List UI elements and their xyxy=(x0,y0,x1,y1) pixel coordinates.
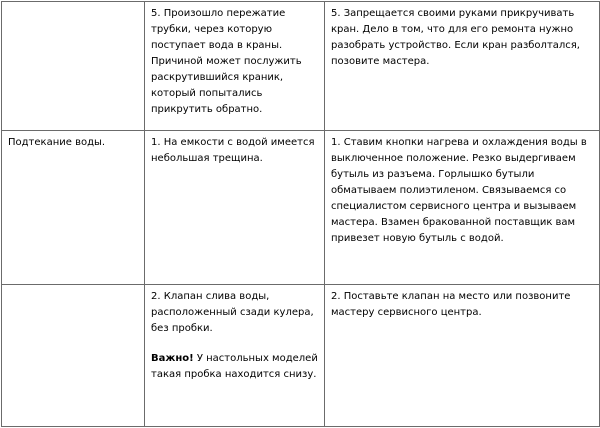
table-row xyxy=(2,285,600,427)
document-table xyxy=(1,1,600,427)
important-note xyxy=(151,351,318,383)
cell-text: 2. Клапан слива воды, расположенный сзади кулера, без пробки. xyxy=(151,291,314,334)
cell-r1-c3 xyxy=(325,2,600,131)
table-row xyxy=(2,2,600,131)
cell-r3-c1 xyxy=(2,285,145,427)
cell-text: 1. На емкости с водой имеется небольшая трещина. xyxy=(151,137,315,164)
cell-r3-c2 xyxy=(145,285,325,427)
cell-r1-c1 xyxy=(2,2,145,131)
important-text: У настольных моделей такая пробка находится снизу. xyxy=(151,353,318,380)
cell-text: 2. Поставьте клапан на место или позвоните мастеру сервисного центра. xyxy=(331,291,571,318)
important-label: Важно! xyxy=(151,353,194,364)
cell-r2-c3 xyxy=(325,131,600,285)
cell-text: 5. Запрещается своими руками прикручивать кран. Дело в том, что для его ремонта нужно разобрать устройство. Если кран разболтался, позовите мастера. xyxy=(331,8,580,67)
cell-text: Подтекание воды. xyxy=(8,137,106,148)
cell-text: 5. Произошло пережатие трубки, через которую поступает вода в краны. Причиной может послужить раскрутившийся краник, который попытались прикрутить обратно. xyxy=(151,8,302,115)
cell-text: 1. Ставим кнопки нагрева и охлаждения воды в выключенное положение. Резко выдергиваем бутыль из разъема. Горлышко бутыли обматываем полиэтиленом. Связываемся со специалистом сервисного центра и вызываем мастера. Взамен бракованной поставщик вам привезет новую бутыль с водой. xyxy=(331,137,587,244)
cell-r2-c1 xyxy=(2,131,145,285)
cell-r2-c2 xyxy=(145,131,325,285)
table-row xyxy=(2,131,600,285)
cell-r1-c2 xyxy=(145,2,325,131)
cell-r3-c3 xyxy=(325,285,600,427)
